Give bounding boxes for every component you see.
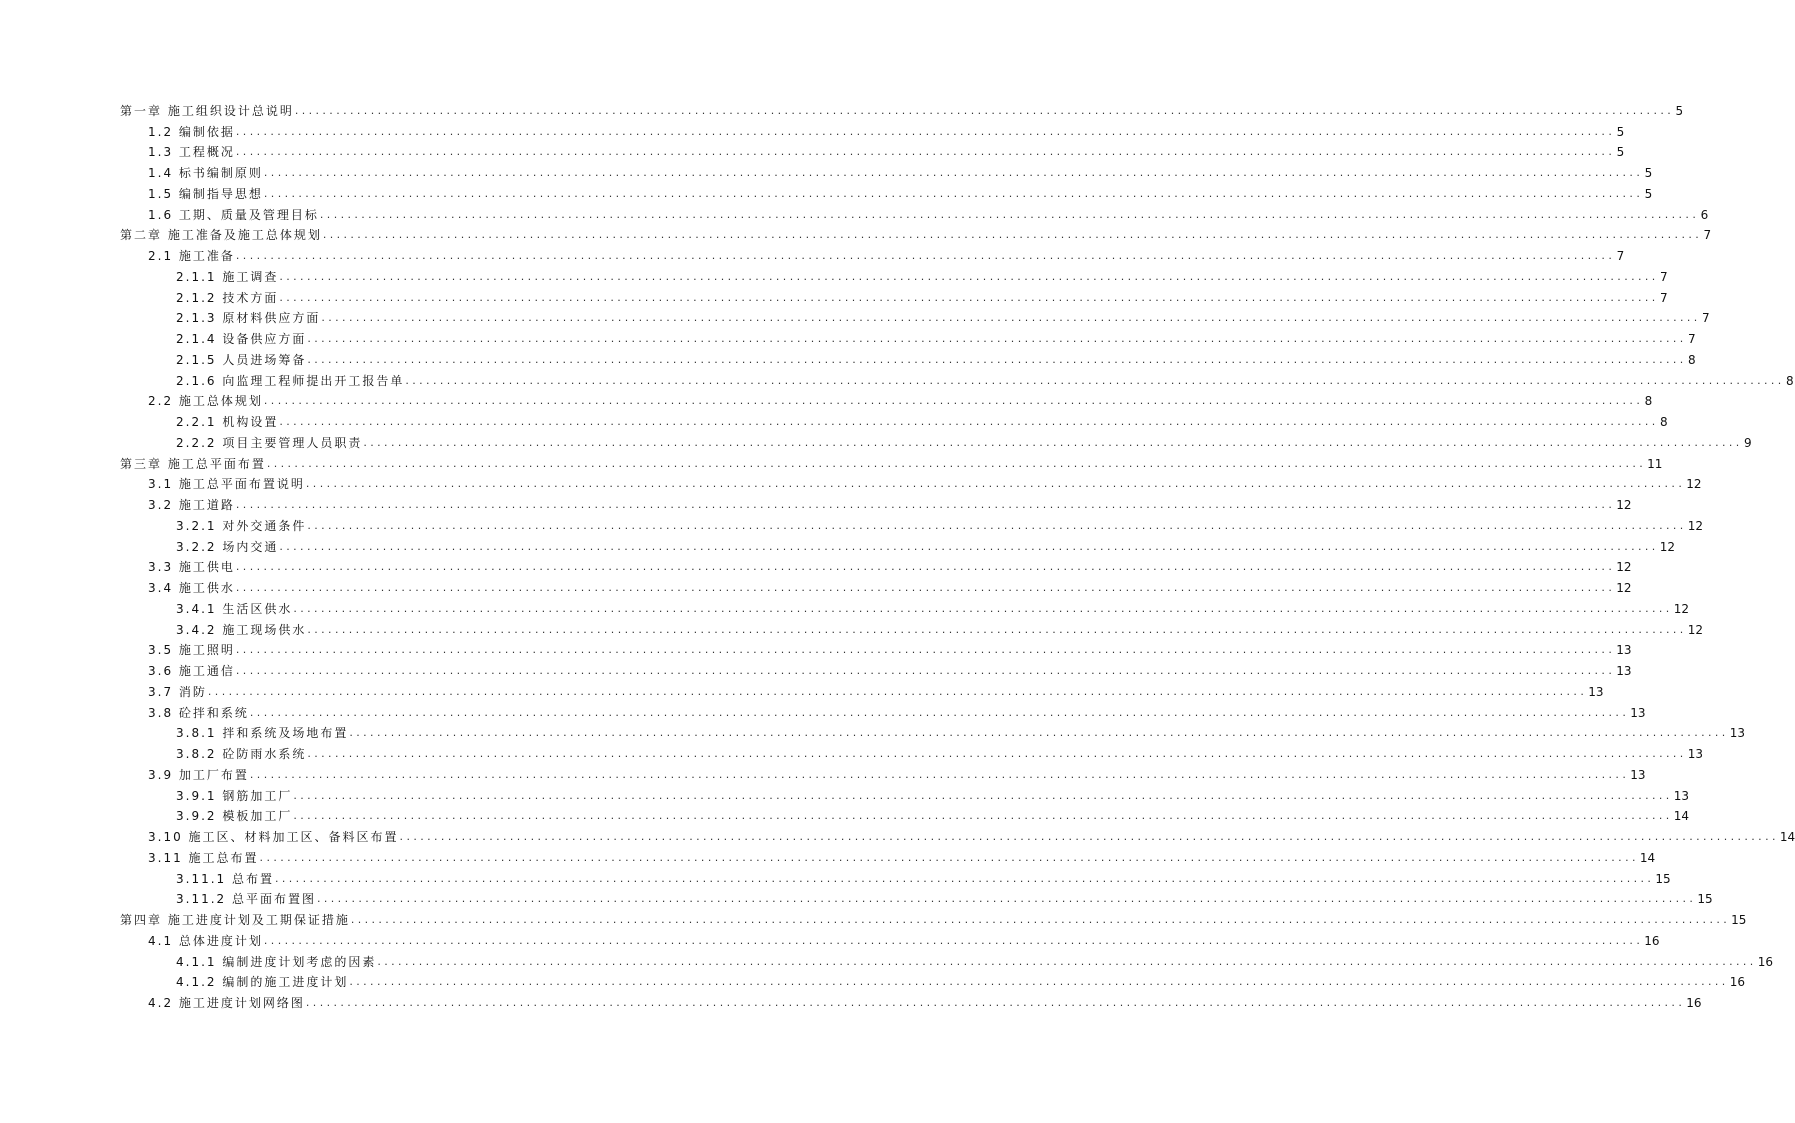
toc-entry-title: 3.11.2 总平面布置图 (176, 892, 316, 907)
toc-entry-page-number: 13 (1729, 726, 1745, 741)
toc-dot-leader: ........................................................................................................................................................................................................ (307, 352, 1687, 366)
toc-dot-leader: ........................................................................................................................................................................................................ (321, 311, 1701, 325)
toc-dot-leader: ........................................................................................................................................................................................................ (316, 892, 1697, 906)
toc-section-entry[interactable] (120, 408, 1668, 429)
toc-dot-leader: ........................................................................................................................................................................................................ (279, 269, 1659, 283)
toc-entry-title: 3.4.1 生活区供水 (176, 601, 293, 616)
toc-section-entry[interactable] (120, 325, 1696, 346)
toc-entry-title: 3.5 施工照明 (148, 643, 235, 658)
toc-dot-leader: ........................................................................................................................................................................................................ (293, 788, 1673, 802)
toc-entry-page-number: 7 (1660, 290, 1668, 305)
toc-section-entry[interactable] (120, 180, 1653, 201)
toc-dot-leader: ........................................................................................................................................................................................................ (350, 913, 1731, 926)
toc-dot-leader: ........................................................................................................................................................................................................ (307, 518, 1687, 532)
toc-section-entry[interactable] (120, 512, 1703, 533)
toc-entry-page-number: 7 (1616, 249, 1625, 263)
toc-entry-title: 3.2.1 对外交通条件 (176, 518, 307, 533)
toc-entry-title: 第三章 施工总平面布置 (120, 456, 266, 471)
toc-entry-title: 2.2.1 机构设置 (176, 415, 279, 429)
toc-entry-page-number: 16 (1686, 996, 1702, 1010)
toc-section-entry[interactable] (120, 699, 1646, 720)
toc-dot-leader: ........................................................................................................................................................................................................ (293, 809, 1673, 823)
toc-dot-leader: ........................................................................................................................................................................................................ (399, 830, 1779, 843)
toc-dot-leader: ........................................................................................................................................................................................................ (322, 228, 1703, 242)
toc-entry-page-number: 15 (1655, 871, 1671, 886)
toc-entry-title: 2.1.3 原材料供应方面 (176, 311, 321, 326)
toc-entry-title: 3.9.2 模板加工厂 (176, 809, 293, 824)
toc-section-entry[interactable] (120, 471, 1702, 492)
toc-entry-page-number: 16 (1757, 954, 1773, 969)
toc-dot-leader: ........................................................................................................................................................................................................ (263, 186, 1644, 200)
toc-section-entry[interactable] (120, 657, 1632, 678)
toc-dot-leader: ........................................................................................................................................................................................................ (235, 581, 1616, 594)
toc-entry-page-number: 13 (1630, 767, 1646, 782)
toc-chapter-entry[interactable] (120, 222, 1712, 243)
toc-entry-page-number: 14 (1779, 830, 1795, 844)
toc-section-entry[interactable] (120, 491, 1632, 512)
table-of-contents (120, 97, 1795, 1010)
toc-section-entry[interactable] (120, 969, 1745, 990)
toc-dot-leader: ........................................................................................................................................................................................................ (405, 373, 1785, 387)
toc-section-entry[interactable] (120, 637, 1632, 658)
toc-entry-page-number: 8 (1644, 394, 1653, 409)
toc-dot-leader: ........................................................................................................................................................................................................ (349, 975, 1729, 989)
toc-dot-leader: ........................................................................................................................................................................................................ (263, 933, 1644, 947)
toc-section-entry[interactable] (120, 720, 1745, 741)
toc-dot-leader: ........................................................................................................................................................................................................ (377, 954, 1757, 968)
toc-dot-leader: ........................................................................................................................................................................................................ (274, 871, 1655, 885)
toc-dot-leader: ........................................................................................................................................................................................................ (249, 767, 1630, 781)
toc-section-entry[interactable] (120, 388, 1653, 409)
toc-dot-leader: ........................................................................................................................................................................................................ (293, 601, 1673, 615)
toc-entry-title: 3.9.1 钢筋加工厂 (176, 788, 293, 803)
toc-section-entry[interactable] (120, 782, 1689, 803)
toc-entry-title: 第二章 施工准备及施工总体规划 (120, 228, 322, 243)
toc-dot-leader: ........................................................................................................................................................................................................ (235, 664, 1616, 677)
toc-entry-page-number: 15 (1697, 892, 1713, 907)
toc-dot-leader: ........................................................................................................................................................................................................ (249, 705, 1630, 719)
toc-section-entry[interactable] (120, 844, 1656, 865)
toc-entry-page-number: 12 (1616, 560, 1632, 575)
toc-dot-leader: ........................................................................................................................................................................................................ (307, 622, 1687, 636)
toc-entry-title: 2.2.2 项目主要管理人员职责 (176, 435, 363, 450)
toc-entry-page-number: 9 (1744, 435, 1752, 450)
toc-section-entry[interactable] (120, 263, 1668, 284)
toc-entry-title: 3.2 施工道路 (148, 498, 235, 512)
toc-entry-page-number: 15 (1731, 913, 1747, 927)
toc-entry-title: 3.8.1 拌和系统及场地布置 (176, 726, 349, 741)
toc-dot-leader: ........................................................................................................................................................................................................ (279, 290, 1659, 304)
toc-entry-title: 3.3 施工供电 (148, 560, 235, 575)
toc-dot-leader: ........................................................................................................................................................................................................ (235, 560, 1616, 574)
toc-entry-page-number: 13 (1588, 684, 1604, 699)
toc-section-entry[interactable] (120, 305, 1710, 326)
toc-entry-page-number: 14 (1639, 850, 1656, 865)
toc-entry-title: 3.8 砼拌和系统 (148, 705, 249, 720)
toc-dot-leader: ........................................................................................................................................................................................................ (263, 394, 1644, 408)
toc-section-entry[interactable] (120, 678, 1604, 699)
toc-dot-leader: ........................................................................................................................................................................................................ (235, 145, 1616, 159)
toc-entry-page-number: 6 (1700, 207, 1709, 222)
toc-entry-title: 2.2 施工总体规划 (148, 394, 263, 409)
toc-dot-leader: ........................................................................................................................................................................................................ (307, 332, 1687, 345)
toc-section-entry[interactable] (120, 927, 1660, 948)
toc-chapter-entry[interactable] (120, 906, 1747, 927)
toc-dot-leader: ........................................................................................................................................................................................................ (207, 684, 1588, 698)
toc-entry-page-number: 12 (1686, 477, 1702, 492)
toc-dot-leader: ........................................................................................................................................................................................................ (294, 103, 1675, 117)
toc-entry-title: 第一章 施工组织设计总说明 (120, 103, 294, 118)
toc-entry-title: 3.4.2 施工现场供水 (176, 622, 307, 637)
toc-entry-page-number: 5 (1644, 186, 1653, 201)
toc-entry-title: 3.1 施工总平面布置说明 (148, 477, 305, 492)
toc-dot-leader: ........................................................................................................................................................................................................ (235, 124, 1616, 138)
toc-entry-title: 1.5 编制指导思想 (148, 186, 263, 201)
toc-entry-page-number: 16 (1644, 933, 1660, 948)
toc-entry-title: 3.10 施工区、材料加工区、备料区布置 (148, 830, 399, 844)
toc-entry-title: 4.1.1 编制进度计划考虑的因素 (176, 954, 377, 969)
toc-entry-page-number: 13 (1616, 664, 1632, 678)
toc-entry-title: 第四章 施工进度计划及工期保证措施 (120, 913, 350, 927)
toc-section-entry[interactable] (120, 886, 1713, 907)
toc-dot-leader: ........................................................................................................................................................................................................ (266, 456, 1647, 470)
toc-section-entry[interactable] (120, 740, 1703, 761)
toc-entry-page-number: 5 (1616, 145, 1625, 160)
toc-entry-page-number: 12 (1659, 539, 1675, 554)
toc-entry-title: 3.9 加工厂布置 (148, 767, 249, 782)
toc-dot-leader: ........................................................................................................................................................................................................ (235, 498, 1616, 511)
toc-section-entry[interactable] (120, 989, 1702, 1010)
toc-entry-title: 1.3 工程概况 (148, 145, 235, 160)
toc-entry-title: 1.6 工期、质量及管理目标 (148, 207, 319, 222)
toc-section-entry[interactable] (120, 533, 1675, 554)
toc-section-entry[interactable] (120, 948, 1773, 969)
toc-chapter-entry[interactable] (120, 450, 1663, 471)
toc-entry-title: 3.11 施工总布置 (148, 850, 259, 865)
toc-entry-page-number: 5 (1616, 124, 1625, 139)
toc-entry-page-number: 13 (1687, 747, 1703, 761)
toc-entry-title: 1.4 标书编制原则 (148, 166, 263, 180)
toc-dot-leader: ........................................................................................................................................................................................................ (349, 726, 1729, 740)
toc-dot-leader: ........................................................................................................................................................................................................ (235, 643, 1616, 657)
toc-entry-page-number: 5 (1644, 166, 1653, 180)
toc-section-entry[interactable] (120, 118, 1625, 139)
toc-entry-page-number: 11 (1647, 456, 1663, 471)
toc-entry-title: 2.1.5 人员进场筹备 (176, 352, 307, 367)
toc-entry-title: 4.1 总体进度计划 (148, 933, 263, 948)
toc-chapter-entry[interactable] (120, 97, 1684, 118)
toc-entry-title: 3.4 施工供水 (148, 581, 235, 595)
toc-dot-leader: ........................................................................................................................................................................................................ (319, 207, 1700, 221)
toc-entry-title: 2.1.6 向监理工程师提出开工报告单 (176, 373, 405, 388)
toc-section-entry[interactable] (120, 574, 1632, 595)
toc-dot-leader: ........................................................................................................................................................................................................ (263, 166, 1644, 179)
toc-section-entry[interactable] (120, 159, 1653, 180)
toc-entry-title: 3.2.2 场内交通 (176, 539, 279, 554)
toc-entry-title: 2.1 施工准备 (148, 249, 235, 263)
toc-entry-title: 3.7 消防 (148, 684, 207, 699)
toc-dot-leader: ........................................................................................................................................................................................................ (235, 249, 1616, 262)
toc-entry-page-number: 16 (1729, 975, 1745, 990)
toc-entry-page-number: 8 (1786, 373, 1794, 388)
toc-entry-page-number: 12 (1673, 601, 1689, 616)
toc-dot-leader: ........................................................................................................................................................................................................ (305, 477, 1686, 491)
toc-entry-page-number: 12 (1616, 581, 1632, 595)
toc-entry-page-number: 13 (1630, 705, 1646, 720)
toc-section-entry[interactable] (120, 284, 1668, 305)
toc-entry-page-number: 12 (1687, 622, 1703, 637)
toc-section-entry[interactable] (120, 865, 1671, 886)
toc-entry-title: 2.1.4 设备供应方面 (176, 332, 307, 346)
toc-section-entry[interactable] (120, 595, 1689, 616)
toc-entry-title: 2.1.1 施工调查 (176, 269, 279, 284)
toc-entry-page-number: 13 (1673, 788, 1689, 803)
toc-entry-title: 1.2 编制依据 (148, 124, 235, 139)
toc-section-entry[interactable] (120, 201, 1709, 222)
toc-dot-leader: ........................................................................................................................................................................................................ (363, 435, 1743, 449)
toc-dot-leader: ........................................................................................................................................................................................................ (305, 996, 1686, 1009)
toc-entry-page-number: 12 (1616, 498, 1632, 512)
toc-section-entry[interactable] (120, 139, 1625, 160)
toc-section-entry[interactable] (120, 803, 1689, 824)
toc-entry-page-number: 7 (1688, 332, 1696, 346)
toc-entry-page-number: 14 (1673, 809, 1689, 824)
toc-section-entry[interactable] (120, 429, 1752, 450)
toc-entry-page-number: 5 (1675, 103, 1684, 118)
toc-entry-page-number: 7 (1702, 311, 1710, 326)
toc-entry-page-number: 12 (1687, 518, 1703, 533)
toc-section-entry[interactable] (120, 242, 1625, 263)
toc-entry-page-number: 7 (1703, 228, 1712, 243)
toc-section-entry[interactable] (120, 616, 1703, 637)
toc-dot-leader: ........................................................................................................................................................................................................ (279, 415, 1659, 428)
toc-entry-page-number: 8 (1660, 415, 1668, 429)
toc-dot-leader: ........................................................................................................................................................................................................ (279, 539, 1659, 553)
toc-entry-title: 4.2 施工进度计划网络图 (148, 996, 305, 1010)
toc-entry-title: 3.6 施工通信 (148, 664, 235, 678)
toc-entry-title: 3.8.2 砼防雨水系统 (176, 747, 307, 761)
toc-entry-page-number: 7 (1660, 269, 1668, 284)
toc-entry-page-number: 13 (1616, 643, 1632, 658)
toc-section-entry[interactable] (120, 367, 1794, 388)
toc-entry-title: 2.1.2 技术方面 (176, 290, 279, 305)
toc-section-entry[interactable] (120, 554, 1632, 575)
toc-entry-title: 4.1.2 编制的施工进度计划 (176, 975, 349, 990)
toc-section-entry[interactable] (120, 823, 1795, 844)
toc-entry-title: 3.11.1 总布置 (176, 871, 274, 886)
toc-dot-leader: ........................................................................................................................................................................................................ (259, 850, 1639, 864)
toc-entry-page-number: 8 (1688, 352, 1696, 367)
toc-dot-leader: ........................................................................................................................................................................................................ (307, 747, 1687, 760)
toc-section-entry[interactable] (120, 346, 1696, 367)
toc-section-entry[interactable] (120, 761, 1646, 782)
